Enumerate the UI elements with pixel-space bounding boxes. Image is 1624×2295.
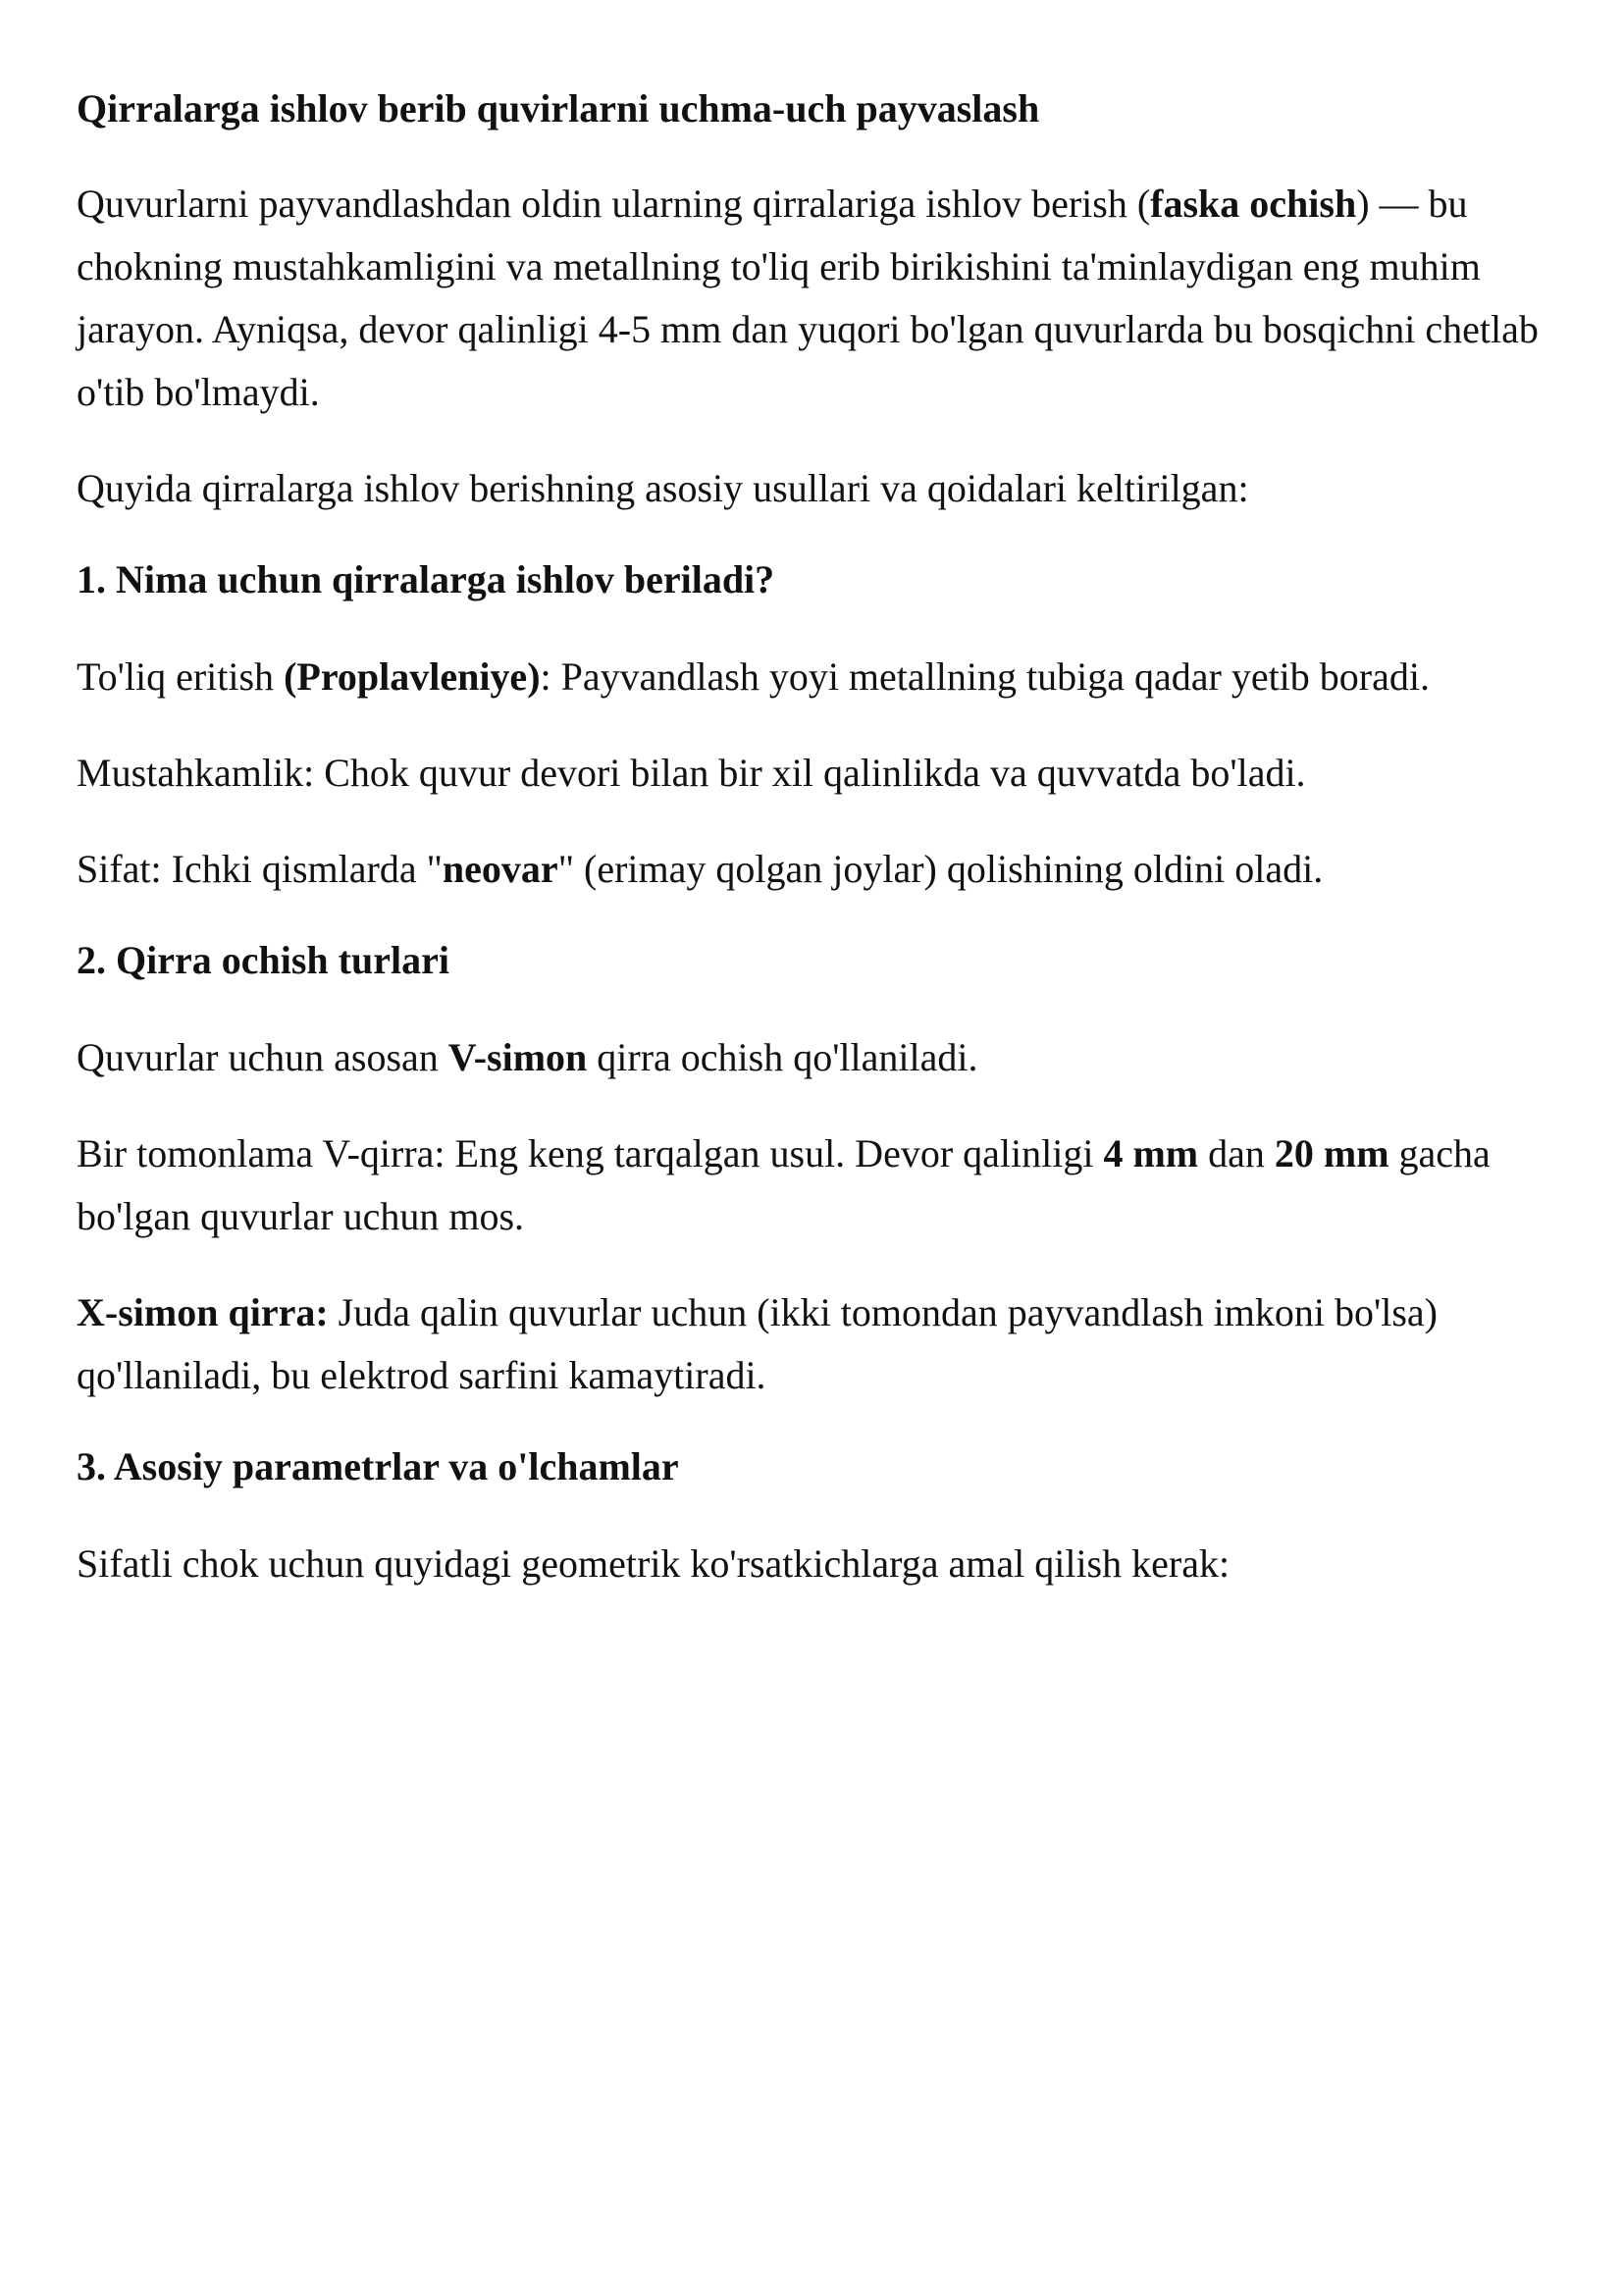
intro-lead-paragraph: Quyida qirralarga ishlov berishning asosiy usullari va qoidalari keltirilgan: bbox=[77, 466, 1249, 510]
section2-p2-bold-min: 4 mm bbox=[1103, 1131, 1199, 1175]
section2-p1-text-a: Quvurlar uchun asosan bbox=[77, 1035, 448, 1079]
section2-p3-text-b: Juda qalin quvurlar uchun (ikki tomondan payvandlash imkoni bo'lsa) qo'llaniladi, bu elektrod sarfini kamaytiradi. bbox=[77, 1290, 1438, 1397]
section1-item1-bold-term: (Proplavleniye) bbox=[284, 654, 541, 699]
section1-item-strength: Mustahkamlik: Chok quvur devori bilan bir xil qalinlikda va quvvatda bo'ladi. bbox=[77, 751, 1306, 795]
section1-item3-bold-term: neovar bbox=[442, 847, 558, 891]
section1-item3-text-a: Sifat: Ichki qismlarda " bbox=[77, 847, 443, 891]
section2-p3-bold-term: X-simon qirra: bbox=[77, 1290, 329, 1334]
section1-heading: 1. Nima uchun qirralarga ishlov beriladi? bbox=[77, 557, 775, 601]
document-page bbox=[77, 82, 1558, 1629]
intro-text-a: Quvurlarni payvandlashdan oldin ularning qirralariga ishlov berish ( bbox=[77, 182, 1151, 226]
intro-paragraph bbox=[77, 173, 1558, 424]
section3-heading: 3. Asosiy parametrlar va o'lchamlar bbox=[77, 1444, 679, 1488]
section2-p2-text-b: gacha bo'lgan quvurlar uchun mos. bbox=[77, 1131, 1491, 1238]
section2-p2-text-mid: dan bbox=[1198, 1131, 1275, 1175]
section2-paragraph-one-sided bbox=[77, 1122, 1558, 1248]
section2-paragraph-x-shape bbox=[77, 1281, 1558, 1407]
section2-heading: 2. Qirra ochish turlari bbox=[77, 938, 449, 982]
intro-bold-term: faska ochish bbox=[1150, 182, 1357, 226]
section2-p1-text-b: qirra ochish qo'llaniladi. bbox=[587, 1035, 978, 1079]
section2-paragraph-v-shape bbox=[77, 1026, 1558, 1089]
document-title: Qirralarga ishlov berib quvirlarni uchma-uch payvaslash bbox=[77, 86, 1040, 130]
section1-item-full-melting bbox=[77, 646, 1558, 708]
section2-p1-bold-term: V-simon bbox=[447, 1035, 588, 1079]
section2-p2-bold-max: 20 mm bbox=[1274, 1131, 1389, 1175]
section2-p2-text-a: Bir tomonlama V-qirra: Eng keng tarqalgan usul. Devor qalinligi bbox=[77, 1131, 1104, 1175]
section3-paragraph: Sifatli chok uchun quyidagi geometrik ko'rsatkichlarga amal qilish kerak: bbox=[77, 1541, 1231, 1586]
section1-item-quality bbox=[77, 838, 1558, 901]
section1-item3-text-b: " (erimay qolgan joylar) qolishining oldini oladi. bbox=[557, 847, 1324, 891]
intro-text-b: ) — bu chokning mustahkamligini va metallning to'liq erib birikishini ta'minlaydigan eng muhim jarayon. Ayniqsa, devor qalinligi 4-5 mm dan yuqori bo'lgan quvurlarda bu bosqichni chetlab o'tib bo'lmaydi. bbox=[77, 182, 1539, 414]
section1-item1-text-a: To'liq eritish bbox=[77, 654, 285, 699]
section1-item1-text-b: : Payvandlash yoyi metallning tubiga qadar yetib boradi. bbox=[540, 654, 1430, 699]
